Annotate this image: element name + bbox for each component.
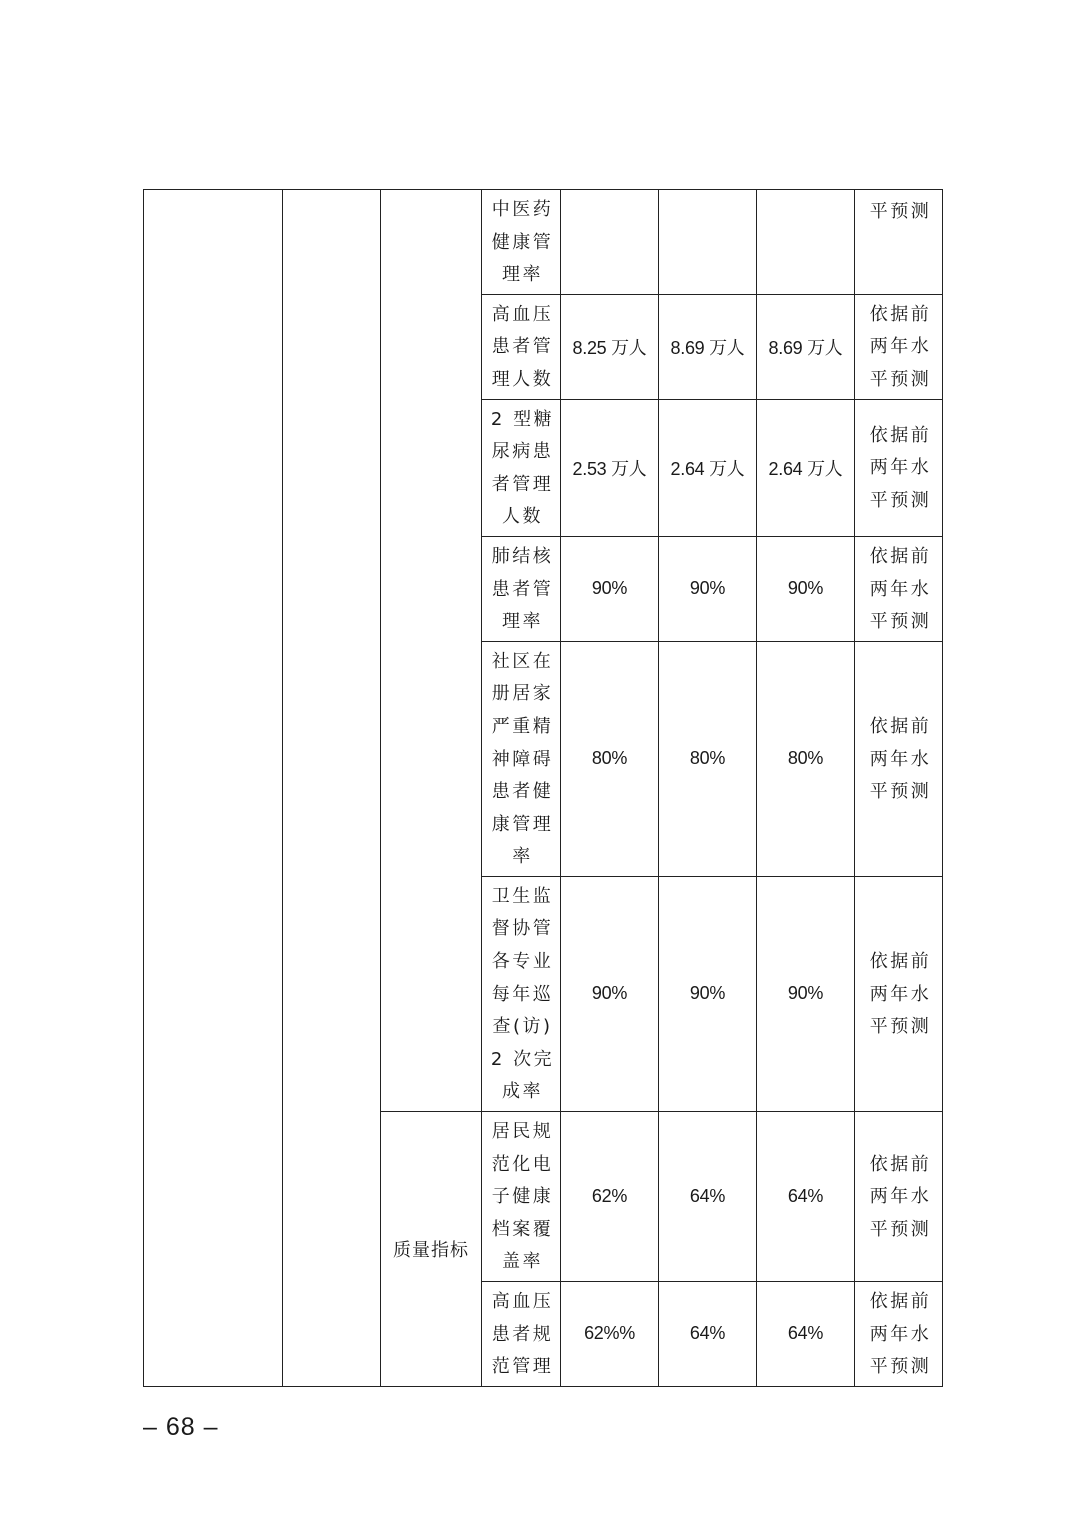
- table-row: [144, 190, 943, 295]
- indicator-value-2: 80%: [659, 641, 757, 876]
- page-number: – 68 –: [143, 1413, 219, 1441]
- indicator-value-3: 64%: [757, 1282, 855, 1387]
- indicator-name: 居民规范化电子健康档案覆盖率: [482, 1112, 561, 1282]
- indicator-value-2: 64%: [659, 1282, 757, 1387]
- indicator-note: 依据前两年水平预测: [855, 1112, 943, 1282]
- indicator-name: 高血压患者规范管理: [482, 1282, 561, 1387]
- level3-indicator-cell: [381, 190, 482, 1112]
- indicator-name: 肺结核患者管理率: [482, 536, 561, 641]
- indicator-value-3: 8.69 万人: [757, 294, 855, 399]
- indicator-value-2: 8.69 万人: [659, 294, 757, 399]
- indicator-value-1: [561, 190, 659, 295]
- indicator-name: 社区在册居家严重精神障碍患者健康管理率: [482, 641, 561, 876]
- indicator-value-3: 2.64 万人: [757, 399, 855, 536]
- indicator-value-2: 90%: [659, 536, 757, 641]
- indicator-note: 依据前两年水平预测: [855, 294, 943, 399]
- indicator-note: 依据前两年水平预测: [855, 536, 943, 641]
- indicator-value-3: 90%: [757, 536, 855, 641]
- indicator-note: 依据前两年水平预测: [855, 399, 943, 536]
- indicator-note: 依据前两年水平预测: [855, 876, 943, 1111]
- indicator-value-2: 90%: [659, 876, 757, 1111]
- indicator-value-3: [757, 190, 855, 295]
- indicator-value-1: 80%: [561, 641, 659, 876]
- indicator-value-1: 2.53 万人: [561, 399, 659, 536]
- indicator-name: 2 型糖尿病患者管理人数: [482, 399, 561, 536]
- quality-indicator-category: 质量指标: [381, 1112, 482, 1387]
- indicator-note: 平预测: [855, 190, 943, 295]
- indicator-value-1: 90%: [561, 536, 659, 641]
- indicator-name: 卫生监督协管各专业每年巡查(访)2 次完成率: [482, 876, 561, 1111]
- indicator-value-3: 64%: [757, 1112, 855, 1282]
- indicator-value-1: 62%: [561, 1112, 659, 1282]
- indicator-value-1: 62%%: [561, 1282, 659, 1387]
- indicator-note: 依据前两年水平预测: [855, 1282, 943, 1387]
- indicator-value-3: 80%: [757, 641, 855, 876]
- indicator-table: [143, 189, 943, 1387]
- indicator-name: 中医药健康管理率: [482, 190, 561, 295]
- indicator-value-2: 64%: [659, 1112, 757, 1282]
- indicator-value-2: 2.64 万人: [659, 399, 757, 536]
- indicator-note: 依据前两年水平预测: [855, 641, 943, 876]
- indicator-value-2: [659, 190, 757, 295]
- indicator-value-3: 90%: [757, 876, 855, 1111]
- indicator-value-1: 90%: [561, 876, 659, 1111]
- indicator-name: 高血压患者管理人数: [482, 294, 561, 399]
- level2-indicator-cell: [283, 190, 381, 1387]
- level1-indicator-cell: [144, 190, 283, 1387]
- indicator-value-1: 8.25 万人: [561, 294, 659, 399]
